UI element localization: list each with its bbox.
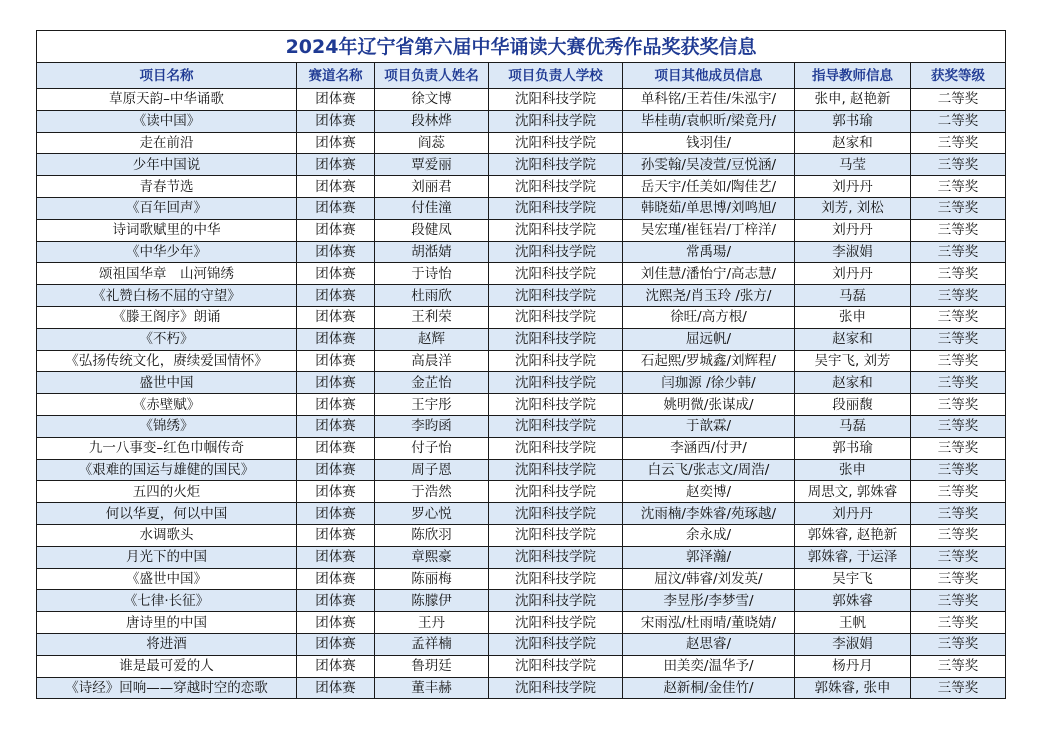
award-level-cell[interactable]: 三等奖 xyxy=(911,655,1006,677)
award-level-cell[interactable]: 三等奖 xyxy=(911,415,1006,437)
members-cell[interactable]: 徐旺/高方根/ xyxy=(623,306,795,328)
table-row xyxy=(37,655,1006,677)
column-header[interactable]: 项目名称 xyxy=(37,63,297,89)
members-cell[interactable]: 屈远帆/ xyxy=(623,328,795,350)
track-cell[interactable]: 团体赛 xyxy=(297,89,375,111)
members-cell[interactable]: 毕桂萌/袁帜昕/梁竟丹/ xyxy=(623,110,795,132)
track-cell[interactable]: 团体赛 xyxy=(297,372,375,394)
track-cell[interactable]: 团体赛 xyxy=(297,154,375,176)
project-name-cell[interactable]: 谁是最可爱的人 xyxy=(37,655,297,677)
project-name-cell[interactable]: 草原天韵–中华诵歌 xyxy=(37,89,297,111)
leader-name-cell[interactable]: 高晨洋 xyxy=(375,350,489,372)
project-name-cell[interactable]: 《诗经》回响——穿越时空的恋歌 xyxy=(37,677,297,699)
award-level-cell[interactable]: 三等奖 xyxy=(911,590,1006,612)
advisor-cell[interactable]: 赵家和 xyxy=(795,328,911,350)
advisor-cell[interactable]: 刘芳, 刘松 xyxy=(795,197,911,219)
advisor-cell[interactable]: 刘丹丹 xyxy=(795,503,911,525)
table-row xyxy=(37,132,1006,154)
table-row xyxy=(37,612,1006,634)
award-level-cell[interactable]: 二等奖 xyxy=(911,110,1006,132)
table-row xyxy=(37,415,1006,437)
leader-name-cell[interactable]: 陈朦伊 xyxy=(375,590,489,612)
sheet-title: 2024年辽宁省第六届中华诵读大赛优秀作品奖获奖信息 xyxy=(37,31,1006,63)
column-header[interactable]: 项目其他成员信息 xyxy=(623,63,795,89)
leader-school-cell[interactable]: 沈阳科技学院 xyxy=(489,197,623,219)
header-row xyxy=(37,63,1006,89)
leader-school-cell[interactable]: 沈阳科技学院 xyxy=(489,590,623,612)
advisor-cell[interactable]: 赵家和 xyxy=(795,372,911,394)
members-cell[interactable]: 钱羽佳/ xyxy=(623,132,795,154)
project-name-cell[interactable]: 《七律·长征》 xyxy=(37,590,297,612)
table-row xyxy=(37,437,1006,459)
advisor-cell[interactable]: 马磊 xyxy=(795,285,911,307)
leader-school-cell[interactable]: 沈阳科技学院 xyxy=(489,459,623,481)
project-name-cell[interactable]: 九一八事变–红色巾帼传奇 xyxy=(37,437,297,459)
advisor-cell[interactable]: 李淑娟 xyxy=(795,633,911,655)
project-name-cell[interactable]: 《弘扬传统文化，赓续爱国情怀》 xyxy=(37,350,297,372)
table-row xyxy=(37,263,1006,285)
project-name-cell[interactable]: 《不朽》 xyxy=(37,328,297,350)
advisor-cell[interactable]: 段丽馥 xyxy=(795,394,911,416)
leader-name-cell[interactable]: 赵辉 xyxy=(375,328,489,350)
project-name-cell[interactable]: 盛世中国 xyxy=(37,372,297,394)
track-cell[interactable]: 团体赛 xyxy=(297,110,375,132)
members-cell[interactable]: 姚明微/张谋成/ xyxy=(623,394,795,416)
award-level-cell[interactable]: 三等奖 xyxy=(911,132,1006,154)
advisor-cell[interactable]: 杨丹月 xyxy=(795,655,911,677)
track-cell[interactable]: 团体赛 xyxy=(297,568,375,590)
award-level-cell[interactable]: 三等奖 xyxy=(911,285,1006,307)
award-level-cell[interactable]: 三等奖 xyxy=(911,524,1006,546)
leader-name-cell[interactable]: 王丹 xyxy=(375,612,489,634)
members-cell[interactable]: 沈熙尧/肖玉玲 /张方/ xyxy=(623,285,795,307)
leader-name-cell[interactable]: 段健凤 xyxy=(375,219,489,241)
members-cell[interactable]: 赵思睿/ xyxy=(623,633,795,655)
leader-name-cell[interactable]: 孟祥楠 xyxy=(375,633,489,655)
leader-name-cell[interactable]: 陈丽梅 xyxy=(375,568,489,590)
column-header[interactable]: 项目负责人学校 xyxy=(489,63,623,89)
table-row xyxy=(37,350,1006,372)
award-level-cell[interactable]: 三等奖 xyxy=(911,154,1006,176)
advisor-cell[interactable]: 周思文, 郭姝睿 xyxy=(795,481,911,503)
members-cell[interactable]: 赵奕博/ xyxy=(623,481,795,503)
leader-school-cell[interactable]: 沈阳科技学院 xyxy=(489,481,623,503)
advisor-cell[interactable]: 刘丹丹 xyxy=(795,263,911,285)
leader-school-cell[interactable]: 沈阳科技学院 xyxy=(489,285,623,307)
leader-name-cell[interactable]: 金芷怡 xyxy=(375,372,489,394)
leader-school-cell[interactable]: 沈阳科技学院 xyxy=(489,110,623,132)
award-level-cell[interactable]: 三等奖 xyxy=(911,350,1006,372)
award-level-cell[interactable]: 三等奖 xyxy=(911,612,1006,634)
project-name-cell[interactable]: 将进酒 xyxy=(37,633,297,655)
leader-name-cell[interactable]: 刘丽君 xyxy=(375,176,489,198)
members-cell[interactable]: 韩晓茹/单思博/刘鸣旭/ xyxy=(623,197,795,219)
leader-name-cell[interactable]: 鲁玥廷 xyxy=(375,655,489,677)
leader-school-cell[interactable]: 沈阳科技学院 xyxy=(489,415,623,437)
leader-school-cell[interactable]: 沈阳科技学院 xyxy=(489,350,623,372)
track-cell[interactable]: 团体赛 xyxy=(297,524,375,546)
leader-name-cell[interactable]: 周子恩 xyxy=(375,459,489,481)
project-name-cell[interactable]: 《百年回声》 xyxy=(37,197,297,219)
members-cell[interactable]: 白云飞/张志文/周浩/ xyxy=(623,459,795,481)
award-level-cell[interactable]: 三等奖 xyxy=(911,219,1006,241)
leader-name-cell[interactable]: 胡湉婧 xyxy=(375,241,489,263)
track-cell[interactable]: 团体赛 xyxy=(297,481,375,503)
leader-school-cell[interactable]: 沈阳科技学院 xyxy=(489,263,623,285)
project-name-cell[interactable]: 颂祖国华章 山河锦绣 xyxy=(37,263,297,285)
project-name-cell[interactable]: 走在前沿 xyxy=(37,132,297,154)
members-cell[interactable]: 于歆霖/ xyxy=(623,415,795,437)
members-cell[interactable]: 李昱彤/李梦雪/ xyxy=(623,590,795,612)
advisor-cell[interactable]: 李淑娟 xyxy=(795,241,911,263)
leader-name-cell[interactable]: 罗心悦 xyxy=(375,503,489,525)
award-level-cell[interactable]: 三等奖 xyxy=(911,372,1006,394)
advisor-cell[interactable]: 吴宇飞 xyxy=(795,568,911,590)
table-row xyxy=(37,89,1006,111)
leader-name-cell[interactable]: 付佳潼 xyxy=(375,197,489,219)
leader-name-cell[interactable]: 董丰赫 xyxy=(375,677,489,699)
advisor-cell[interactable]: 刘丹丹 xyxy=(795,176,911,198)
advisor-cell[interactable]: 刘丹丹 xyxy=(795,219,911,241)
leader-school-cell[interactable]: 沈阳科技学院 xyxy=(489,241,623,263)
advisor-cell[interactable]: 吴宇飞, 刘芳 xyxy=(795,350,911,372)
award-level-cell[interactable]: 三等奖 xyxy=(911,328,1006,350)
table-row xyxy=(37,219,1006,241)
table-row xyxy=(37,154,1006,176)
track-cell[interactable]: 团体赛 xyxy=(297,415,375,437)
project-name-cell[interactable]: 水调歌头 xyxy=(37,524,297,546)
table-row xyxy=(37,328,1006,350)
advisor-cell[interactable]: 郭书瑜 xyxy=(795,437,911,459)
leader-name-cell[interactable]: 陈欣羽 xyxy=(375,524,489,546)
award-sheet xyxy=(36,30,1005,699)
leader-name-cell[interactable]: 章熙豪 xyxy=(375,546,489,568)
members-cell[interactable]: 刘佳慧/潘怡宁/高志慧/ xyxy=(623,263,795,285)
leader-school-cell[interactable]: 沈阳科技学院 xyxy=(489,154,623,176)
leader-school-cell[interactable]: 沈阳科技学院 xyxy=(489,394,623,416)
advisor-cell[interactable]: 赵家和 xyxy=(795,132,911,154)
table-row xyxy=(37,546,1006,568)
award-level-cell[interactable]: 三等奖 xyxy=(911,241,1006,263)
leader-school-cell[interactable]: 沈阳科技学院 xyxy=(489,89,623,111)
leader-name-cell[interactable]: 王宇彤 xyxy=(375,394,489,416)
track-cell[interactable]: 团体赛 xyxy=(297,677,375,699)
leader-name-cell[interactable]: 阎蕊 xyxy=(375,132,489,154)
table-row xyxy=(37,241,1006,263)
track-cell[interactable]: 团体赛 xyxy=(297,590,375,612)
track-cell[interactable]: 团体赛 xyxy=(297,655,375,677)
leader-school-cell[interactable]: 沈阳科技学院 xyxy=(489,655,623,677)
project-name-cell[interactable]: 青春节选 xyxy=(37,176,297,198)
track-cell[interactable]: 团体赛 xyxy=(297,633,375,655)
track-cell[interactable]: 团体赛 xyxy=(297,132,375,154)
award-level-cell[interactable]: 三等奖 xyxy=(911,633,1006,655)
leader-school-cell[interactable]: 沈阳科技学院 xyxy=(489,132,623,154)
table-row xyxy=(37,110,1006,132)
members-cell[interactable]: 常禹瑒/ xyxy=(623,241,795,263)
track-cell[interactable]: 团体赛 xyxy=(297,459,375,481)
leader-school-cell[interactable]: 沈阳科技学院 xyxy=(489,612,623,634)
advisor-cell[interactable]: 王帆 xyxy=(795,612,911,634)
award-level-cell[interactable]: 三等奖 xyxy=(911,176,1006,198)
advisor-cell[interactable]: 郭书瑜 xyxy=(795,110,911,132)
members-cell[interactable]: 岳天宇/任美如/陶佳艺/ xyxy=(623,176,795,198)
advisor-cell[interactable]: 张申 xyxy=(795,306,911,328)
advisor-cell[interactable]: 郭姝睿, 赵艳新 xyxy=(795,524,911,546)
table-row xyxy=(37,503,1006,525)
project-name-cell[interactable]: 《中华少年》 xyxy=(37,241,297,263)
project-name-cell[interactable]: 《锦绣》 xyxy=(37,415,297,437)
award-level-cell[interactable]: 三等奖 xyxy=(911,394,1006,416)
leader-school-cell[interactable]: 沈阳科技学院 xyxy=(489,677,623,699)
column-header[interactable]: 赛道名称 xyxy=(297,63,375,89)
column-header[interactable]: 获奖等级 xyxy=(911,63,1006,89)
award-level-cell[interactable]: 三等奖 xyxy=(911,481,1006,503)
project-name-cell[interactable]: 《读中国》 xyxy=(37,110,297,132)
members-cell[interactable]: 单科铭/王若佳/朱泓宇/ xyxy=(623,89,795,111)
project-name-cell[interactable]: 唐诗里的中国 xyxy=(37,612,297,634)
track-cell[interactable]: 团体赛 xyxy=(297,437,375,459)
members-cell[interactable]: 沈雨楠/李姝睿/苑琢越/ xyxy=(623,503,795,525)
leader-school-cell[interactable]: 沈阳科技学院 xyxy=(489,568,623,590)
track-cell[interactable]: 团体赛 xyxy=(297,612,375,634)
table-row xyxy=(37,394,1006,416)
leader-school-cell[interactable]: 沈阳科技学院 xyxy=(489,372,623,394)
table-row xyxy=(37,306,1006,328)
table-row xyxy=(37,285,1006,307)
advisor-cell[interactable]: 张申, 赵艳新 xyxy=(795,89,911,111)
table-row xyxy=(37,459,1006,481)
project-name-cell[interactable]: 何以华夏，何以中国 xyxy=(37,503,297,525)
leader-name-cell[interactable]: 于诗怡 xyxy=(375,263,489,285)
track-cell[interactable]: 团体赛 xyxy=(297,394,375,416)
track-cell[interactable]: 团体赛 xyxy=(297,350,375,372)
members-cell[interactable]: 宋雨泓/杜雨晴/董晓婧/ xyxy=(623,612,795,634)
table-row xyxy=(37,524,1006,546)
advisor-cell[interactable]: 郭姝睿, 于运泽 xyxy=(795,546,911,568)
award-level-cell[interactable]: 三等奖 xyxy=(911,263,1006,285)
award-level-cell[interactable]: 三等奖 xyxy=(911,503,1006,525)
leader-name-cell[interactable]: 段林烨 xyxy=(375,110,489,132)
members-cell[interactable]: 李涵西/付尹/ xyxy=(623,437,795,459)
project-name-cell[interactable]: 《艰难的国运与雄健的国民》 xyxy=(37,459,297,481)
leader-name-cell[interactable]: 王利荣 xyxy=(375,306,489,328)
track-cell[interactable]: 团体赛 xyxy=(297,176,375,198)
award-level-cell[interactable]: 三等奖 xyxy=(911,568,1006,590)
award-level-cell[interactable]: 三等奖 xyxy=(911,306,1006,328)
advisor-cell[interactable]: 郭姝睿, 张申 xyxy=(795,677,911,699)
leader-name-cell[interactable]: 覃爱丽 xyxy=(375,154,489,176)
project-name-cell[interactable]: 《赤壁赋》 xyxy=(37,394,297,416)
leader-school-cell[interactable]: 沈阳科技学院 xyxy=(489,633,623,655)
award-level-cell[interactable]: 三等奖 xyxy=(911,197,1006,219)
leader-name-cell[interactable]: 杜雨欣 xyxy=(375,285,489,307)
project-name-cell[interactable]: 五四的火炬 xyxy=(37,481,297,503)
project-name-cell[interactable]: 《滕王阁序》朗诵 xyxy=(37,306,297,328)
members-cell[interactable]: 闫珈源 /徐少韩/ xyxy=(623,372,795,394)
track-cell[interactable]: 团体赛 xyxy=(297,263,375,285)
leader-school-cell[interactable]: 沈阳科技学院 xyxy=(489,503,623,525)
project-name-cell[interactable]: 《礼赞白杨不屈的守望》 xyxy=(37,285,297,307)
leader-school-cell[interactable]: 沈阳科技学院 xyxy=(489,219,623,241)
table-body xyxy=(37,89,1006,699)
column-header[interactable]: 项目负责人姓名 xyxy=(375,63,489,89)
members-cell[interactable]: 赵新桐/金佳竹/ xyxy=(623,677,795,699)
leader-name-cell[interactable]: 徐文博 xyxy=(375,89,489,111)
award-table xyxy=(36,30,1006,699)
track-cell[interactable]: 团体赛 xyxy=(297,241,375,263)
track-cell[interactable]: 团体赛 xyxy=(297,219,375,241)
leader-school-cell[interactable]: 沈阳科技学院 xyxy=(489,176,623,198)
leader-school-cell[interactable]: 沈阳科技学院 xyxy=(489,546,623,568)
award-level-cell[interactable]: 三等奖 xyxy=(911,546,1006,568)
award-level-cell[interactable]: 三等奖 xyxy=(911,677,1006,699)
table-row xyxy=(37,176,1006,198)
track-cell[interactable]: 团体赛 xyxy=(297,197,375,219)
leader-name-cell[interactable]: 李昀函 xyxy=(375,415,489,437)
track-cell[interactable]: 团体赛 xyxy=(297,306,375,328)
track-cell[interactable]: 团体赛 xyxy=(297,546,375,568)
project-name-cell[interactable]: 诗词歌赋里的中华 xyxy=(37,219,297,241)
leader-school-cell[interactable]: 沈阳科技学院 xyxy=(489,328,623,350)
advisor-cell[interactable]: 马磊 xyxy=(795,415,911,437)
project-name-cell[interactable]: 《盛世中国》 xyxy=(37,568,297,590)
track-cell[interactable]: 团体赛 xyxy=(297,285,375,307)
members-cell[interactable]: 田美奕/温华予/ xyxy=(623,655,795,677)
track-cell[interactable]: 团体赛 xyxy=(297,503,375,525)
leader-school-cell[interactable]: 沈阳科技学院 xyxy=(489,306,623,328)
project-name-cell[interactable]: 少年中国说 xyxy=(37,154,297,176)
members-cell[interactable]: 郭泽瀚/ xyxy=(623,546,795,568)
table-row xyxy=(37,633,1006,655)
award-level-cell[interactable]: 三等奖 xyxy=(911,437,1006,459)
members-cell[interactable]: 吴宏瑾/崔钰岩/丁梓洋/ xyxy=(623,219,795,241)
table-row xyxy=(37,197,1006,219)
award-level-cell[interactable]: 三等奖 xyxy=(911,459,1006,481)
column-header[interactable]: 指导教师信息 xyxy=(795,63,911,89)
advisor-cell[interactable]: 马莹 xyxy=(795,154,911,176)
award-level-cell[interactable]: 二等奖 xyxy=(911,89,1006,111)
leader-name-cell[interactable]: 付子怡 xyxy=(375,437,489,459)
table-row xyxy=(37,481,1006,503)
advisor-cell[interactable]: 郭姝睿 xyxy=(795,590,911,612)
leader-name-cell[interactable]: 于浩然 xyxy=(375,481,489,503)
project-name-cell[interactable]: 月光下的中国 xyxy=(37,546,297,568)
table-row xyxy=(37,590,1006,612)
table-row xyxy=(37,568,1006,590)
advisor-cell[interactable]: 张申 xyxy=(795,459,911,481)
members-cell[interactable]: 余永成/ xyxy=(623,524,795,546)
members-cell[interactable]: 石起熙/罗城鑫/刘辉程/ xyxy=(623,350,795,372)
table-row xyxy=(37,677,1006,699)
track-cell[interactable]: 团体赛 xyxy=(297,328,375,350)
members-cell[interactable]: 屈汶/韩睿/刘发英/ xyxy=(623,568,795,590)
leader-school-cell[interactable]: 沈阳科技学院 xyxy=(489,524,623,546)
table-row xyxy=(37,372,1006,394)
members-cell[interactable]: 孙雯翰/吴凌萱/豆悦涵/ xyxy=(623,154,795,176)
leader-school-cell[interactable]: 沈阳科技学院 xyxy=(489,437,623,459)
